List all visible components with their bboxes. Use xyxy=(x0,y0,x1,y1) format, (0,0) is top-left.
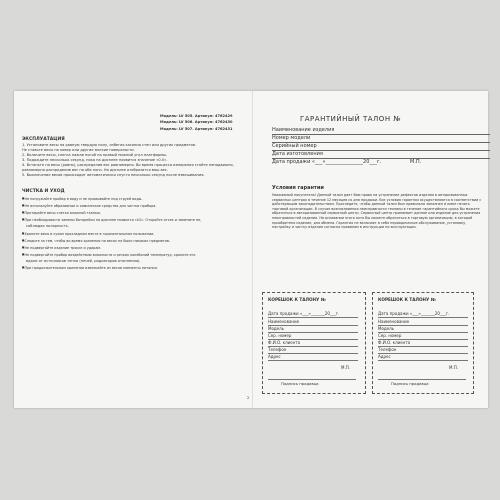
care-item: ■ При продолжительном хранении извлекайте из весов элементы питания. xyxy=(22,265,158,272)
care-item: ■ Протирайте весы слегка влажной тканью. xyxy=(22,210,101,217)
stub-field xyxy=(268,333,358,340)
operation-line: равномерно распределив вес на обе ноги. На дисплее отобразится ваш вес. xyxy=(22,168,168,172)
signature-line xyxy=(378,379,466,380)
stub-stamp-label: М.П. xyxy=(449,365,459,370)
stub-field xyxy=(268,326,358,333)
stub-field-label: Адрес xyxy=(378,354,391,359)
conditions-heading: Условия гарантии xyxy=(272,185,324,191)
care-item: ■ Храните весы в сухом прохладном месте в горизонтальном положении. xyxy=(22,231,154,238)
model-line: Модель: LV 507. Артикул: 4762431 xyxy=(160,126,233,131)
stub-field xyxy=(378,333,468,340)
warranty-field xyxy=(272,151,490,159)
care-item-continuation: вдали от источников тепла (печей, радиаторов отопления). xyxy=(26,259,141,263)
warranty-field-label: Серийный номер xyxy=(272,143,317,149)
conditions-text: Уважаемый покупатель! Данный талон дает Вам право на устранение дефектов изделия в авторизованных сервисных центрах в течение 12 месяцев со дня продажи. Все условия гарантии осуществляются в соответствии с действующим законодательством. Проследите, чтобы данный талон был правильно заполнен и имел печать торговой организации. В случае возникновения неисправности техники в течение гарантийного срока Вы можете обратиться в авторизованный сервисный центр. Сервисный центр принимает данное или изделие для устранения неисправностей изделия. На основании этого акта Вы можете обратиться в торговую организацию, в которой приобретено изделие, для обмена. Гарантия не включает в себя периодическое обслуживание, установку, настройку и чистку изделия согласно правилам в инструкции по эксплуатации. xyxy=(272,193,482,230)
stub-stamp-label: М.П. xyxy=(341,365,351,370)
stub-field-label: Наименование xyxy=(378,319,410,324)
stub-field xyxy=(268,347,358,354)
care-item: ■ Не подвергайте прибор воздействию влажности и резких колебаний температур, храните его xyxy=(22,252,196,259)
stub-heading: КОРЕШОК К ТАЛОНУ № xyxy=(378,297,436,302)
stub-right xyxy=(372,292,474,394)
operation-heading: ЭКСПЛУАТАЦИЯ xyxy=(22,137,65,142)
page-number: 2 xyxy=(247,396,250,400)
warranty-stamp-label: М.П. xyxy=(410,159,422,165)
operation-line: 3. Подождите несколько секунд, пока на дисплее появится значение «0.0». xyxy=(22,158,168,162)
stub-field xyxy=(268,319,358,326)
stub-heading: КОРЕШОК К ТАЛОНУ № xyxy=(268,297,326,302)
signature-line xyxy=(268,379,356,380)
operation-line: Не ставьте весы на ковер или другие мягкие поверхности. xyxy=(22,148,135,152)
stub-field-label: Дата продажи «___»_______20___г. xyxy=(268,311,340,316)
stub-field xyxy=(268,354,358,361)
care-item: ■ Не погружайте прибор в воду и не промывайте под струей воды. xyxy=(22,196,142,203)
warranty-field xyxy=(272,143,490,151)
stub-left xyxy=(262,292,366,394)
warranty-field-label: Наименование изделия xyxy=(272,127,335,133)
stub-field-label: Дата продажи «___»_______20___г. xyxy=(378,311,450,316)
stub-field-label: Сер. номер xyxy=(268,333,292,338)
stub-signature-label: Подпись продавца xyxy=(281,381,319,386)
stub-field xyxy=(378,319,468,326)
stub-field xyxy=(378,326,468,333)
stub-field xyxy=(378,340,468,347)
stub-field-label: Адрес xyxy=(268,354,281,359)
model-line: Модель: LV 506. Артикул: 4762430 xyxy=(160,120,233,125)
stub-sale-date xyxy=(378,311,468,318)
care-item-continuation: соблюдая полярность. xyxy=(26,224,69,228)
care-item: ■ Не подвергайте изделие тряске и ударам. xyxy=(22,245,101,252)
stub-field-label: Телефон xyxy=(268,347,287,352)
stub-sale-date xyxy=(268,311,358,318)
care-item: ■ Следите за тем, чтобы во время хранения на весах не было никаких предметов. xyxy=(22,238,170,245)
warranty-field xyxy=(272,135,490,143)
warranty-title: ГАРАНТИЙНЫЙ ТАЛОН № xyxy=(300,115,402,123)
stub-field-label: Телефон xyxy=(378,347,397,352)
stub-field-label: Наименование xyxy=(268,319,300,324)
model-list xyxy=(160,113,232,132)
warranty-sale-date: Дата продажи «___»_______________20___г. xyxy=(272,159,382,165)
operation-line: 1. Установите весы на ровную твердую полу, избегая касания стен или других предметов. xyxy=(22,143,197,147)
care-item: ■ При необходимости замены батарейки на дисплее появится «LO». Откройте отсек и замените ее, xyxy=(22,217,201,224)
warranty-field-label: Номер модели xyxy=(272,135,311,141)
stub-field-label: Ф.И.О. клиента xyxy=(268,340,301,345)
operation-line: 4. Встаньте на весы (ровно), распределив вес равномерно. Во время процесса измерения стойте неподвижно, xyxy=(22,163,234,167)
stub-field xyxy=(378,347,468,354)
warranty-field-label: Дата изготовления xyxy=(272,151,323,157)
model-line: Модель: LV 505. Артикул: 4762429 xyxy=(160,114,233,118)
stub-signature-label: Подпись продавца xyxy=(391,381,429,386)
care-heading: ЧИСТКА И УХОД xyxy=(22,189,65,194)
stub-field-label: Ф.И.О. клиента xyxy=(378,340,411,345)
operation-line: 5. Выключение весов происходит автоматически спустя несколько секунд после взвешивания. xyxy=(22,173,205,177)
operation-line: 2. Включите весы, слегка нажав ногой на правый нижний угол платформы. xyxy=(22,153,167,157)
stub-field xyxy=(378,354,468,361)
fold-line xyxy=(252,91,253,408)
stub-field-label: Модель xyxy=(378,326,395,331)
warranty-field xyxy=(272,127,490,135)
stub-field xyxy=(268,340,358,347)
stub-field-label: Модель xyxy=(268,326,285,331)
stub-field-label: Сер. номер xyxy=(378,333,402,338)
care-item: ■ Не используйте абразивные и химические средства для чистки прибора. xyxy=(22,203,156,210)
